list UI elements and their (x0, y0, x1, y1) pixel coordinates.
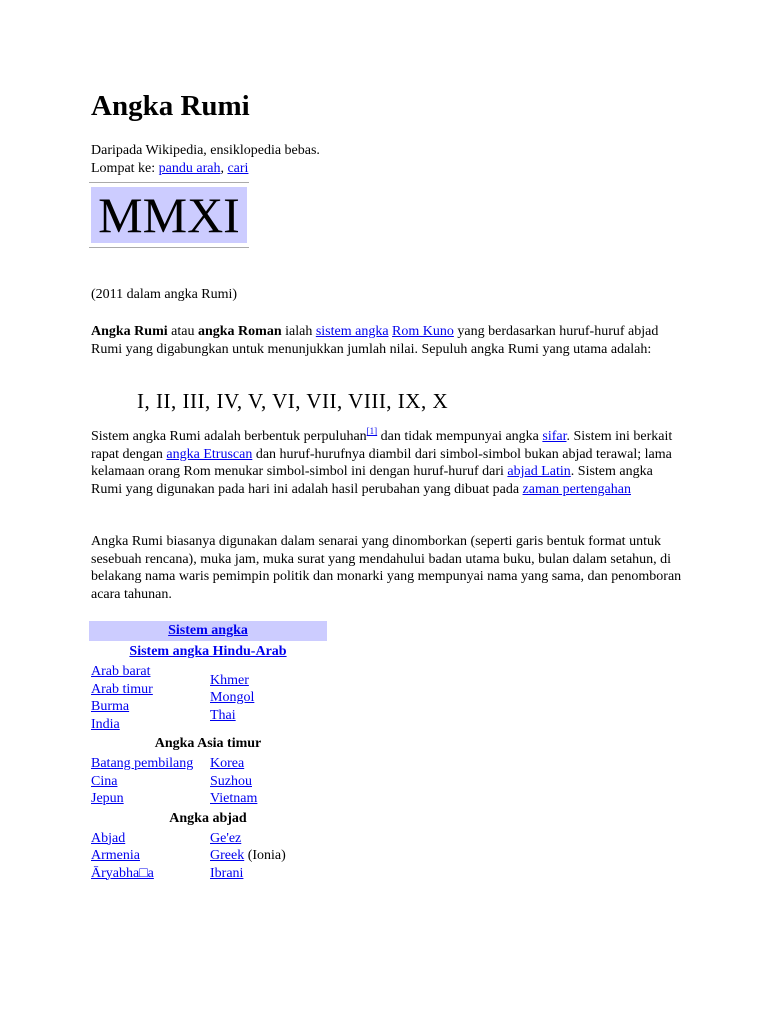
nav-link-thai[interactable]: Thai (210, 707, 236, 723)
link-angka-etruscan[interactable]: angka Etruscan (166, 446, 253, 462)
nav-link-khmer[interactable]: Khmer (210, 672, 249, 688)
intro-text: ialah (281, 324, 316, 339)
navbox-group-abjad: Angka abjad (169, 810, 247, 826)
nav-link-greek[interactable]: Greek (210, 848, 245, 863)
link-abjad-latin[interactable]: abjad Latin (507, 464, 571, 479)
paragraph-system (91, 428, 683, 498)
subtitle-block (91, 142, 683, 177)
roman-numerals-list: I, II, III, IV, V, VI, VII, VIII, IX, X (137, 389, 449, 413)
nav-link-burma[interactable]: Burma (91, 699, 130, 714)
nav-link-india[interactable]: India (91, 716, 120, 732)
navigation-link[interactable]: pandu arah (158, 160, 221, 176)
intro-paragraph (91, 323, 683, 358)
image-caption: (2011 dalam angka Rumi) (91, 287, 238, 302)
nav-link-suzhou[interactable]: Suzhou (210, 773, 252, 789)
bold-term-angka-rumi: Angka Rumi (91, 324, 168, 339)
jump-prefix: Lompat ke: (91, 160, 159, 176)
nav-link-geez[interactable]: Ge'ez (210, 830, 242, 846)
nav-link-arab-barat[interactable]: Arab barat (91, 664, 151, 679)
navbox (89, 621, 327, 882)
intro-text: atau (167, 324, 198, 339)
navbox-list-left (89, 755, 208, 808)
roman-numeral-image[interactable] (89, 182, 249, 248)
nav-link-ibrani[interactable]: Ibrani (210, 865, 244, 881)
nav-link-abjad[interactable]: Abjad (91, 830, 126, 846)
search-link[interactable]: cari (227, 160, 249, 176)
nav-link-armenia[interactable]: Armenia (91, 848, 140, 863)
reference-link-1[interactable]: [1] (366, 426, 378, 436)
nav-link-arab-timur[interactable]: Arab timur (91, 681, 153, 697)
navbox-list-right (208, 663, 327, 733)
link-rom-kuno[interactable]: Rom Kuno (392, 324, 454, 339)
nav-link-cina[interactable]: Cina (91, 773, 118, 789)
nav-link-korea[interactable]: Korea (210, 756, 245, 771)
paragraph-text: dan huruf-hurufnya diambil dari simbol-simbol bukan abjad terawal; lama kelamaan orang Rom menukar simbol-simbol ini dengan huruf-huruf dari (91, 446, 672, 479)
paragraph-usage: Angka Rumi biasanya digunakan dalam senarai yang dinomborkan (seperti garis bentuk format untuk sesebuah rencana), muka jam, muka surat yang mendahului badan utama buku, bulan dalam setahun, di belakang nama waris pemimpin politik dan monarki yang mempunyai nama yang sama, dan penomboran acara tahunan. (91, 534, 682, 602)
nav-link-jepun[interactable]: Jepun (91, 791, 124, 806)
navbox-title-cell (89, 621, 327, 641)
paragraph-text: . Sistem ini berkait rapat dengan (91, 429, 673, 462)
paragraph-text: dan tidak mempunyai angka (377, 429, 543, 444)
link-sistem-angka[interactable]: sistem angka (315, 324, 389, 339)
navbox-list-left (89, 830, 208, 883)
navbox-group-hindu-arab-link[interactable]: Sistem angka Hindu-Arab (129, 644, 287, 660)
nav-link-aryabhata[interactable]: Āryabha□a (91, 865, 154, 881)
bold-term-angka-roman: angka Roman (197, 324, 282, 339)
paragraph-text: . Sistem angka Rumi yang digunakan pada hari ini adalah hasil perubahan yang dibuat pada (91, 464, 653, 497)
intro-text: yang berdasarkan huruf-huruf abjad Rumi yang digabungkan untuk menunjukkan jumlah nilai. Sepuluh angka Rumi yang utama adalah: (91, 324, 659, 357)
subtitle: Daripada Wikipedia, ensiklopedia bebas. (91, 143, 320, 158)
page-title: Angka Rumi (91, 90, 250, 122)
navbox-title-link[interactable]: Sistem angka (168, 623, 248, 639)
jump-separator: , (220, 160, 228, 176)
nav-link-vietnam[interactable]: Vietnam (210, 791, 258, 806)
greek-item (210, 847, 325, 865)
greek-note: (Ionia) (244, 848, 286, 863)
navbox-list-right (208, 755, 327, 808)
navbox-list-left (89, 663, 208, 733)
nav-link-batang-pembilang[interactable]: Batang pembilang (91, 756, 194, 771)
paragraph-text: Sistem angka Rumi adalah berbentuk perpuluhan (91, 429, 367, 444)
jump-links (91, 160, 683, 178)
nav-link-mongol[interactable]: Mongol (210, 690, 255, 706)
link-zaman-pertengahan[interactable]: zaman pertengahan (522, 481, 631, 497)
roman-numeral-image-text: MMXI (91, 187, 247, 243)
link-sifar[interactable]: sifar (542, 429, 567, 444)
navbox-group-asia-timur: Angka Asia timur (154, 736, 262, 752)
navbox-list-right (208, 830, 327, 883)
navbox-group-hindu-arab (89, 641, 327, 663)
